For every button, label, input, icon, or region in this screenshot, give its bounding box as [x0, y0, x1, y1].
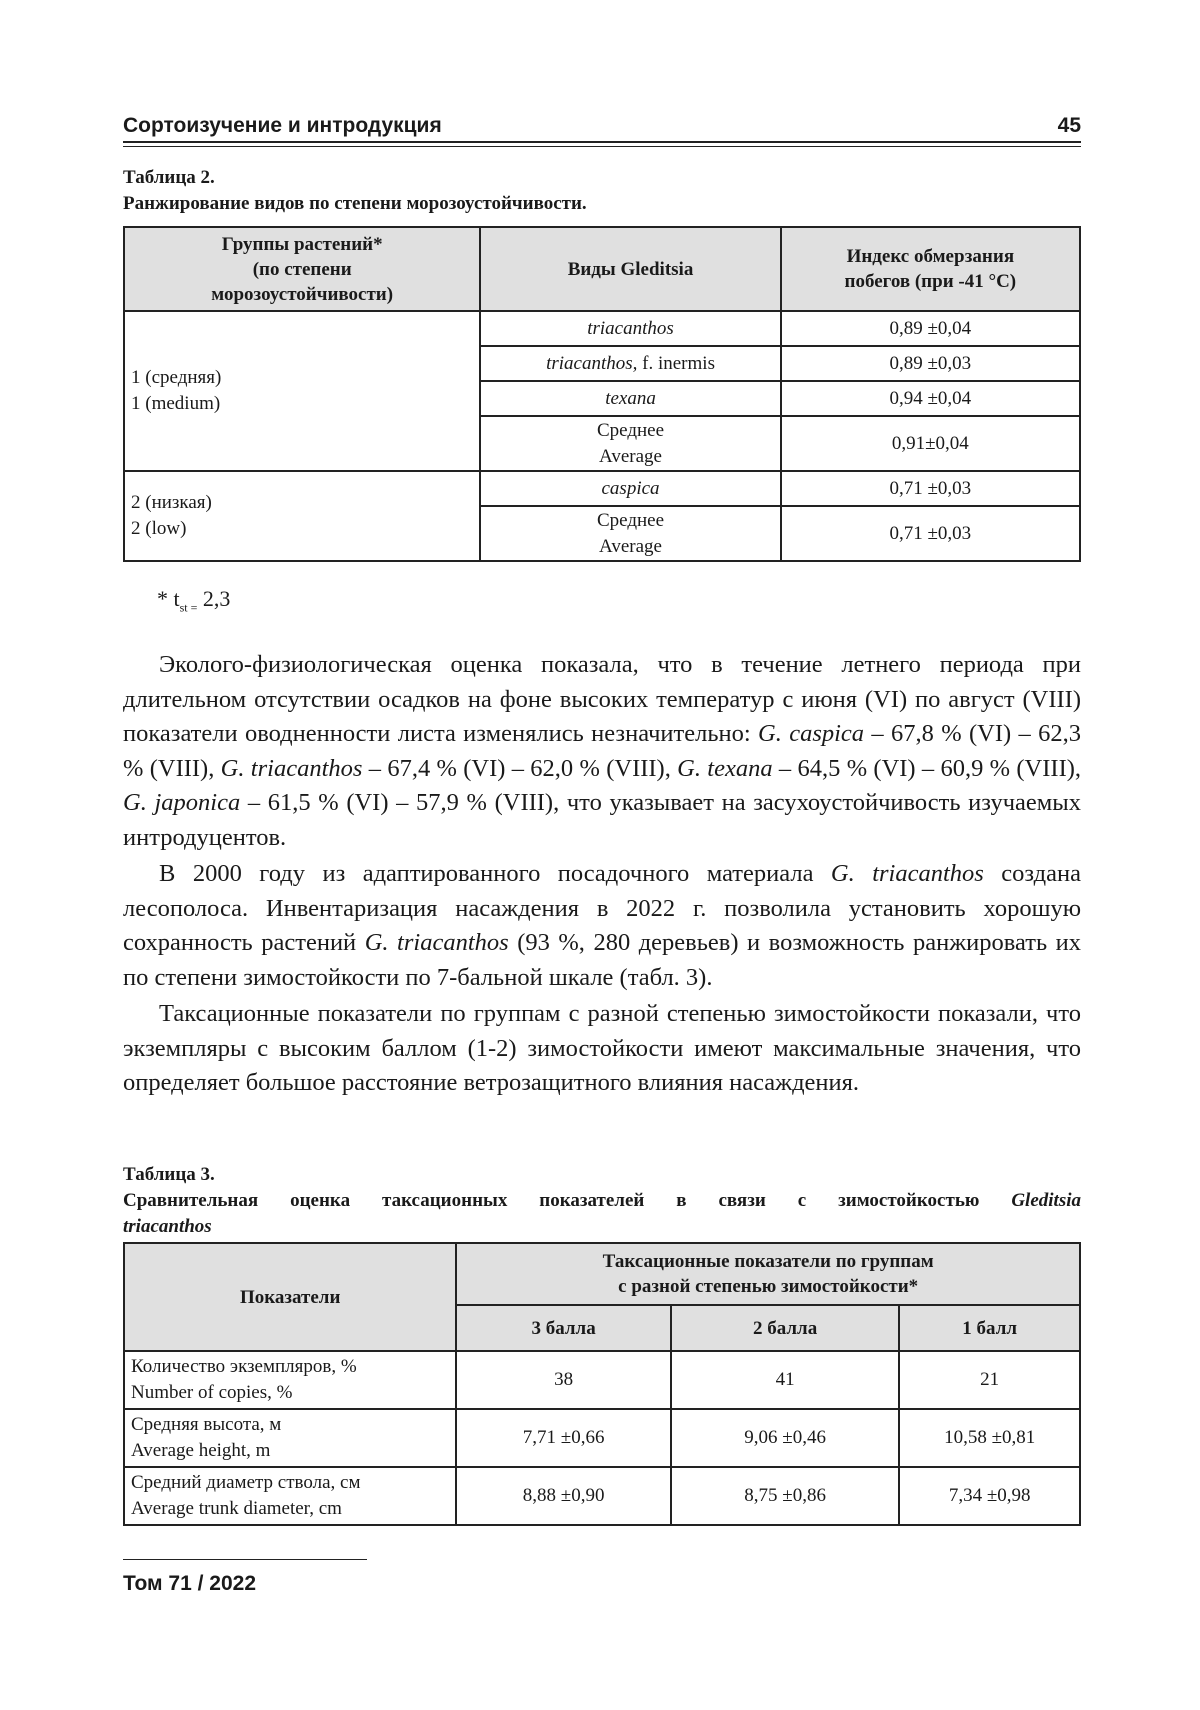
species-cell: caspica [480, 471, 780, 506]
table-row [124, 1351, 1080, 1409]
table2-col-species: Виды Gleditsia [480, 227, 780, 311]
table-row [124, 471, 1080, 506]
value-cell: 7,34 ±0,98 [899, 1467, 1080, 1525]
header-rule [123, 141, 1081, 143]
mean-label-cell: Среднее Average [480, 416, 780, 471]
table2-group1-label: 1 (средняя) 1 (medium) [124, 311, 480, 471]
section-title: Сортоизучение и интродукция [123, 114, 442, 137]
mean-value-cell: 0,71 ±0,03 [781, 506, 1080, 561]
species-cell: texana [480, 381, 780, 416]
paragraph: В 2000 году из адаптированного посадочного материала G. triacanthos создана лесополоса. Инвентаризация насаждения в 2022 г. позволила установить хорошую сохранность растений G. triacanthos (93 %, 280 деревьев) и возможность ранжировать их по степени зимостойкости по 7-бальной шкале (табл. 3). [123, 860, 1082, 991]
species-cell: triacanthos [480, 311, 780, 346]
table3-sub-2: 2 балла [671, 1305, 899, 1351]
table3-sub-3: 3 балла [456, 1305, 671, 1351]
paragraph: Таксационные показатели по группам с разной степенью зимостойкости показали, что экземпляры с высоким баллом (1-2) зимостойкости имеют максимальные значения, что определяет большое расстояние ветрозащитного влияния насаждения. [123, 1000, 1081, 1096]
page-number: 45 [1057, 114, 1081, 137]
table3-col-indicators: Показатели [124, 1243, 456, 1351]
table2-title: Ранжирование видов по степени морозоустойчивости. [123, 193, 587, 214]
table3-label: Таблица 3. [123, 1164, 215, 1185]
indicator-label: Средняя высота, м Average height, m [124, 1409, 456, 1467]
table2-footnote: * $t_{st =}$ 2,3 [157, 586, 231, 615]
running-header [123, 114, 1081, 138]
header-rule-thin [123, 146, 1081, 147]
value-cell: 8,88 ±0,90 [456, 1467, 671, 1525]
value-cell: 41 [671, 1351, 899, 1409]
body-text [123, 648, 1081, 1103]
value-cell: 9,06 ±0,46 [671, 1409, 899, 1467]
index-cell: 0,94 ±0,04 [781, 381, 1080, 416]
species-cell: triacanthos, f. inermis [480, 346, 780, 381]
indicator-label: Количество экземпляров, % Number of copies, % [124, 1351, 456, 1409]
table-2 [123, 226, 1081, 562]
volume-footer: Том 71 / 2022 [123, 1572, 257, 1595]
table2-col-groups: Группы растений* (по степени морозоустойчивости) [124, 227, 480, 311]
table-row [124, 1409, 1080, 1467]
index-cell: 0,89 ±0,04 [781, 311, 1080, 346]
value-cell: 10,58 ±0,81 [899, 1409, 1080, 1467]
mean-label-cell: Среднее Average [480, 506, 780, 561]
table2-header-row [124, 227, 1080, 311]
table2-col-index: Индекс обмерзания побегов (при -41 °C) [781, 227, 1080, 311]
mean-value-cell: 0,91±0,04 [781, 416, 1080, 471]
indicator-label: Средний диаметр ствола, см Average trunk diameter, cm [124, 1467, 456, 1525]
value-cell: 7,71 ±0,66 [456, 1409, 671, 1467]
value-cell: 38 [456, 1351, 671, 1409]
value-cell: 21 [899, 1351, 1080, 1409]
table-row [124, 311, 1080, 346]
table3-header-row [124, 1243, 1080, 1305]
table3-caption [123, 1162, 1081, 1240]
table3-sub-1: 1 балл [899, 1305, 1080, 1351]
table3-col-group: Таксационные показатели по группам с разной степенью зимостойкости* [456, 1243, 1080, 1305]
table-3 [123, 1242, 1081, 1526]
table-row [124, 1467, 1080, 1525]
table2-group2-label: 2 (низкая) 2 (low) [124, 471, 480, 561]
table2-caption [123, 165, 1081, 217]
index-cell: 0,71 ±0,03 [781, 471, 1080, 506]
table3-title: Сравнительная оценка таксационных показателей в связи с зимостойкостью Gleditsia [123, 1190, 1081, 1211]
value-cell: 8,75 ±0,86 [671, 1467, 899, 1525]
table2-label: Таблица 2. [123, 167, 215, 188]
table3-title-cont: triacanthos [123, 1216, 212, 1237]
index-cell: 0,89 ±0,03 [781, 346, 1080, 381]
footer-rule [123, 1559, 367, 1560]
paragraph: Эколого-физиологическая оценка показала, что в течение летнего периода при длительном отсутствии осадков на фоне высоких температур с июня (VI) по август (VIII) показатели оводненности листа изменялись незначительно: G. caspica – 67,8 % (VI) – 62,3 % (VIII), G. triacanthos – 67,4 % (VI) – 62,0 % (VIII), G. texana – 64,5 % (VI) – 60,9 % (VIII), G. japonica – 61,5 % (VI) – 57,9 % (VIII), что указывает на засухоустойчивость изучаемых интродуцентов. [123, 651, 1082, 851]
